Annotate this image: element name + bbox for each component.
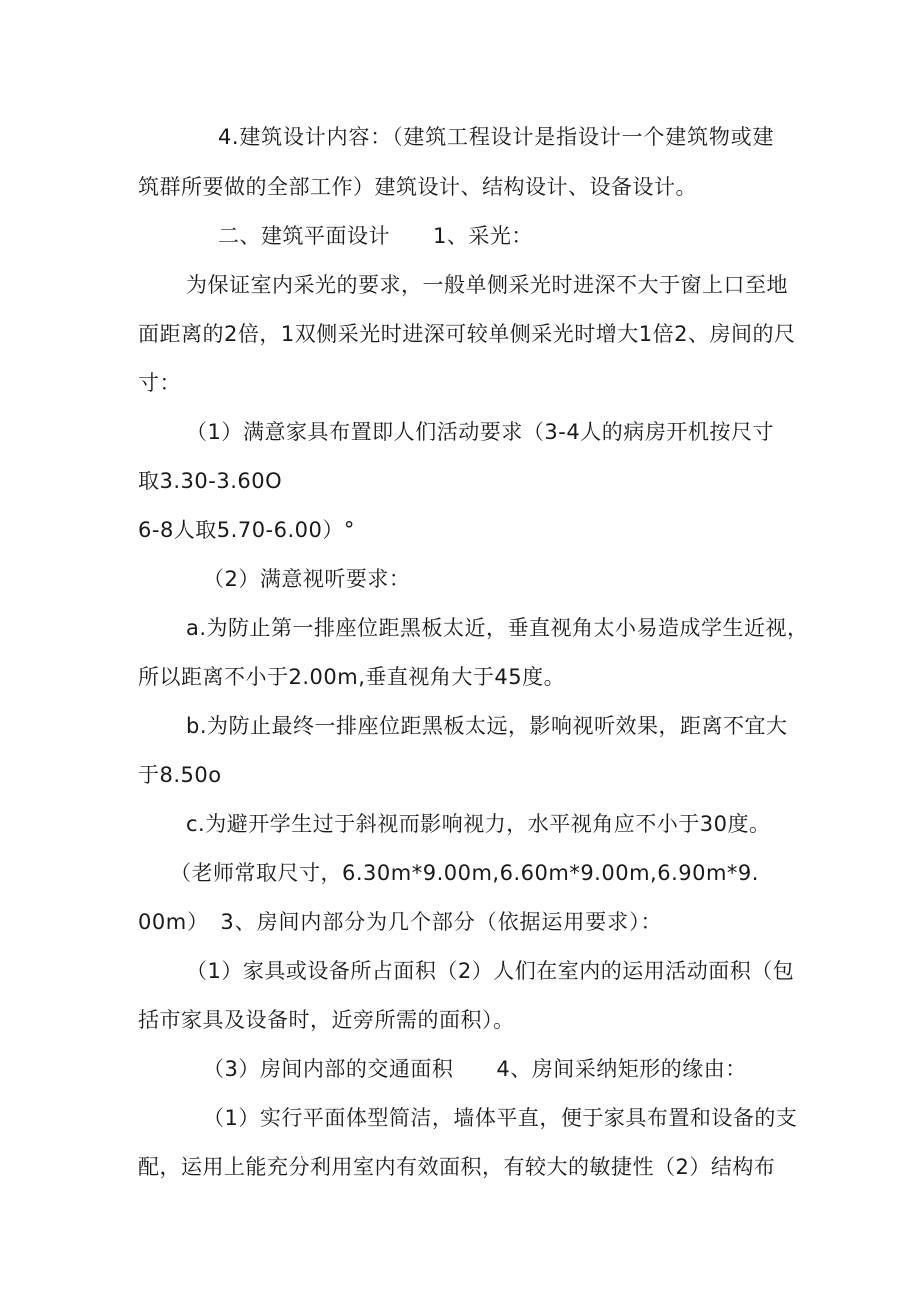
text-line: 00m） 3、房间内部分为几个部分（依据运用要求）： xyxy=(138,910,662,934)
text-line: （1）满意家具布置即人们活动要求（3-4人的病房开机按尺寸 xyxy=(186,420,774,444)
text-line: （1）家具或设备所占面积（2）人们在室内的运用活动面积（包 xyxy=(186,959,795,983)
text-line: （2）满意视听要求： xyxy=(203,567,411,591)
text-line: 6-8人取5.70-6.00）° xyxy=(138,518,355,542)
text-line: 为保证室内采光的要求，一般单侧采光时进深不大于窗上口至地 xyxy=(186,273,788,297)
section-heading: 二、建筑平面设计 1、采光： xyxy=(218,224,533,248)
text-line: 配，运用上能充分利用室内有效面积，有较大的敏捷性（2）结构布 xyxy=(138,1155,776,1179)
text-line: （1）实行平面体型简洁，墙体平直，便于家具布置和设备的支 xyxy=(203,1106,798,1130)
text-line: 筑群所要做的全部工作）建筑设计、结构设计、设备设计。 xyxy=(138,175,697,199)
text-line: 4.建筑设计内容：（建筑工程设计是指设计一个建筑物或建 xyxy=(218,125,774,149)
text-line: 寸： xyxy=(138,371,181,395)
text-line: 所以距离不小于2.00m,垂直视角大于45度。 xyxy=(138,665,566,689)
text-line: a.为防止第一排座位距黑板太近，垂直视角太小易造成学生近视， xyxy=(186,616,809,640)
text-line: 括市家具及设备时，近旁所需的面积）。 xyxy=(138,1008,515,1032)
text-line: b.为防止最终一排座位距黑板太远，影响视听效果，距离不宜大 xyxy=(186,714,788,738)
text-line: c.为避开学生过于斜视而影响视力，水平视角应不小于30度。 xyxy=(186,812,771,836)
text-line: 于8.50o xyxy=(138,763,222,787)
text-line: （3）房间内部的交通面积 4、房间采纳矩形的缘由： xyxy=(203,1057,747,1081)
text-line: 面距离的2倍，1双侧采光时进深可较单侧采光时增大1倍2、房间的尺 xyxy=(138,322,796,346)
text-line: （老师常取尺寸，6.30m*9.00m,6.60m*9.00m,6.90m*9. xyxy=(170,861,759,885)
text-line: 取3.30-3.60O xyxy=(138,469,283,493)
